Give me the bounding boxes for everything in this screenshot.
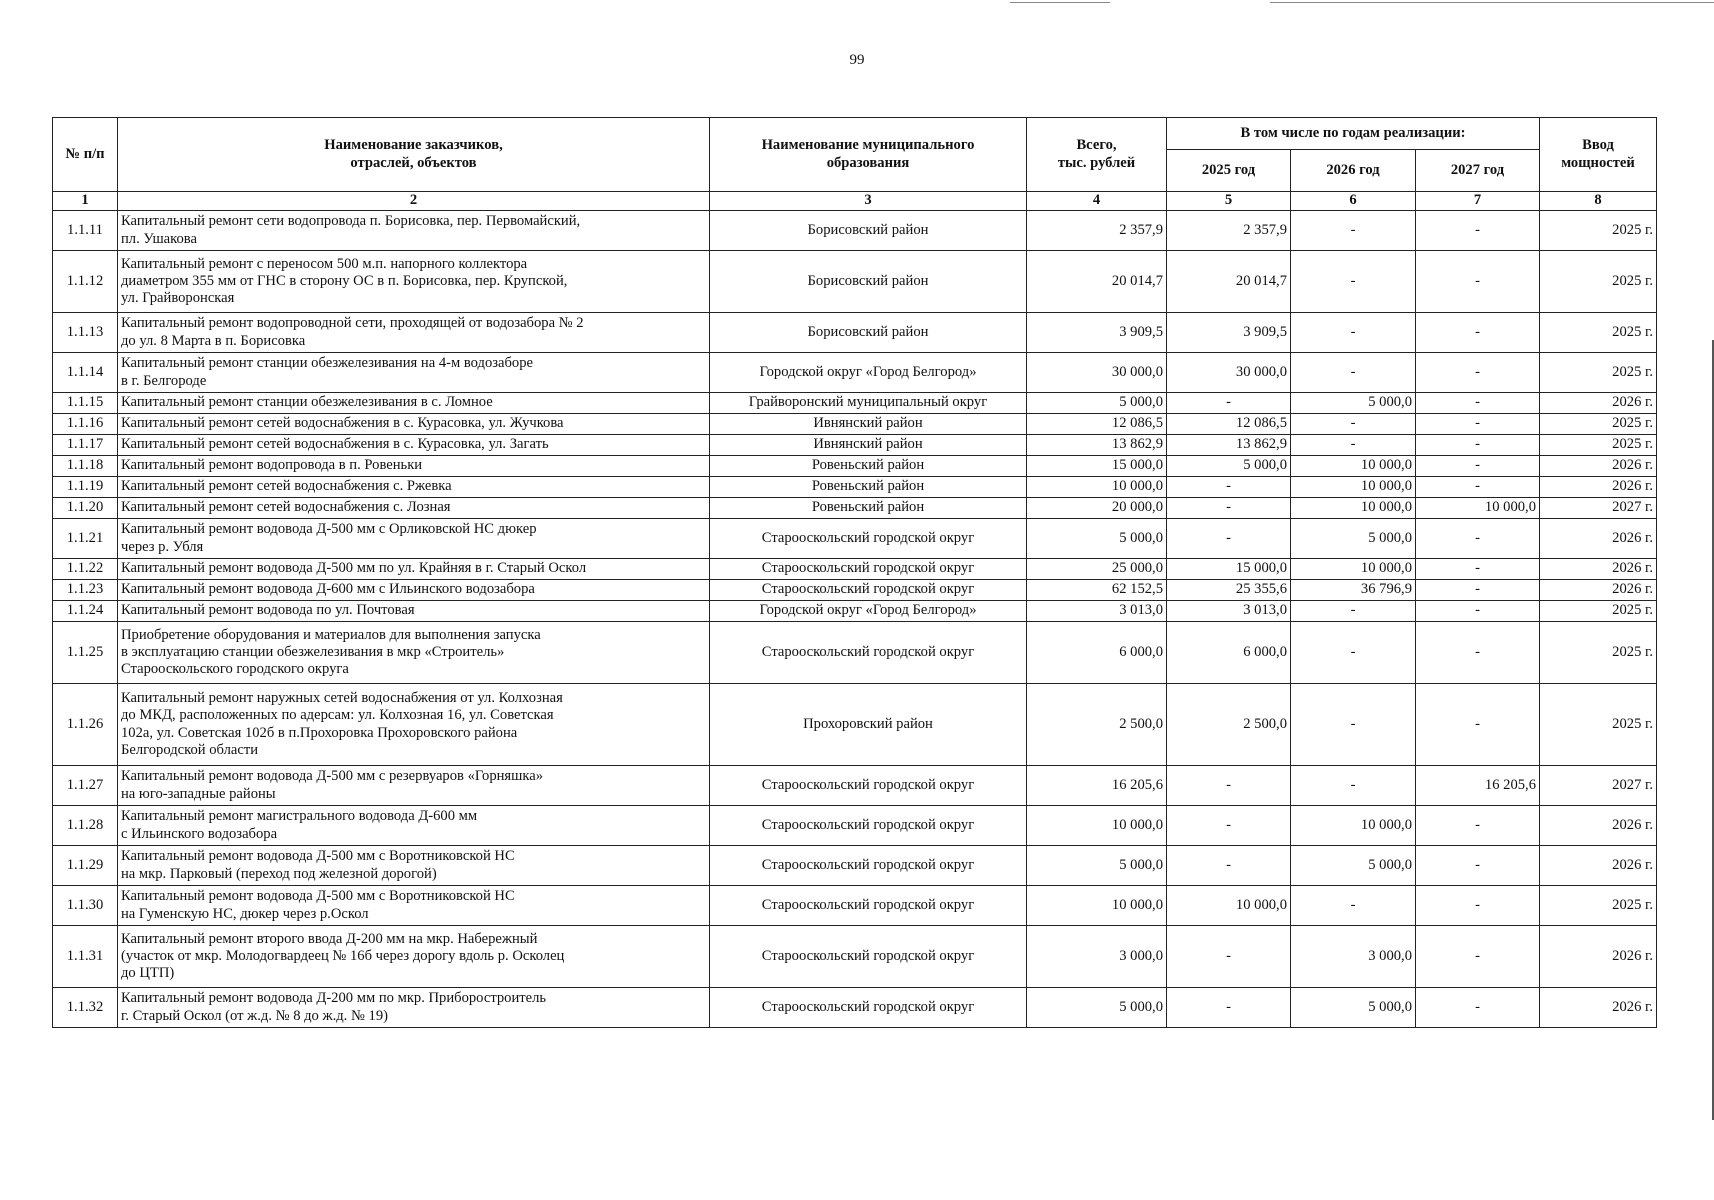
table-row <box>53 477 1657 498</box>
header-name <box>118 118 710 192</box>
municipality: Ровеньский район <box>710 498 1027 519</box>
object-name <box>118 766 710 806</box>
header-total-line1: Всего, <box>1076 137 1117 154</box>
column-number: 7 <box>1416 192 1540 211</box>
object-name-line: Капитальный ремонт водовода по ул. Почтовая <box>121 602 415 619</box>
row-index: 1.1.13 <box>53 313 118 353</box>
object-name-line: Капитальный ремонт сетей водоснабжения в с. Курасовка, ул. Жучкова <box>121 415 564 432</box>
amount-2025: 20 014,7 <box>1167 251 1291 313</box>
page-number: 99 <box>849 52 865 68</box>
amount-2026: - <box>1291 886 1416 926</box>
table-row <box>53 601 1657 622</box>
object-name-line: на Гуменскую НС, дюкер через р.Оскол <box>121 905 369 922</box>
amount-2027: - <box>1416 559 1540 580</box>
table-row <box>53 622 1657 684</box>
commissioning-year: 2026 г. <box>1540 477 1657 498</box>
object-name <box>118 211 710 251</box>
amount-2027: - <box>1416 622 1540 684</box>
amount-2025: 25 355,6 <box>1167 580 1291 601</box>
object-name <box>118 498 710 519</box>
amount-2026: 3 000,0 <box>1291 926 1416 988</box>
amount-2025: 10 000,0 <box>1167 886 1291 926</box>
total-amount: 5 000,0 <box>1027 519 1167 559</box>
table-row <box>53 886 1657 926</box>
amount-2026: - <box>1291 684 1416 766</box>
total-amount: 13 862,9 <box>1027 435 1167 456</box>
amount-2025: - <box>1167 393 1291 414</box>
amount-2027: - <box>1416 211 1540 251</box>
row-index: 1.1.25 <box>53 622 118 684</box>
amount-2027: - <box>1416 846 1540 886</box>
object-name-line: на юго-западные районы <box>121 785 276 802</box>
object-name <box>118 414 710 435</box>
amount-2025: - <box>1167 766 1291 806</box>
amount-2025: 3 909,5 <box>1167 313 1291 353</box>
object-name-line: Капитальный ремонт второго ввода Д-200 мм на мкр. Набережный <box>121 930 538 947</box>
amount-2026: - <box>1291 211 1416 251</box>
commissioning-year: 2025 г. <box>1540 251 1657 313</box>
object-name-line: в эксплуатацию станции обезжелезивания в мкр «Строитель» <box>121 643 505 660</box>
object-name-line: Капитальный ремонт магистрального водовода Д-600 мм <box>121 808 478 825</box>
total-amount: 10 000,0 <box>1027 886 1167 926</box>
row-index: 1.1.20 <box>53 498 118 519</box>
row-index: 1.1.19 <box>53 477 118 498</box>
amount-2025: 13 862,9 <box>1167 435 1291 456</box>
amount-2026: 10 000,0 <box>1291 477 1416 498</box>
header-name-line1: Наименование заказчиков, <box>324 137 503 154</box>
object-name <box>118 580 710 601</box>
top-border-line-2 <box>1270 2 1714 3</box>
column-number: 8 <box>1540 192 1657 211</box>
total-amount: 6 000,0 <box>1027 622 1167 684</box>
column-number: 4 <box>1027 192 1167 211</box>
municipality: Ровеньский район <box>710 477 1027 498</box>
municipality: Ровеньский район <box>710 456 1027 477</box>
object-name-line: Капитальный ремонт станции обезжелезивания в с. Ломное <box>121 394 493 411</box>
row-index: 1.1.12 <box>53 251 118 313</box>
amount-2025: - <box>1167 519 1291 559</box>
amount-2025: 5 000,0 <box>1167 456 1291 477</box>
municipality: Ивнянский район <box>710 435 1027 456</box>
column-number: 1 <box>53 192 118 211</box>
commissioning-year: 2025 г. <box>1540 684 1657 766</box>
table-row <box>53 766 1657 806</box>
table-row <box>53 519 1657 559</box>
object-name-line: Капитальный ремонт водопроводной сети, проходящей от водозабора № 2 <box>121 315 584 332</box>
amount-2027: - <box>1416 988 1540 1028</box>
amount-2026: - <box>1291 766 1416 806</box>
row-index: 1.1.17 <box>53 435 118 456</box>
header-idx: № п/п <box>53 118 118 192</box>
amount-2026: - <box>1291 251 1416 313</box>
object-name <box>118 251 710 313</box>
object-name-line: Капитальный ремонт сети водопровода п. Борисовка, пер. Первомайский, <box>121 213 581 230</box>
amount-2027: - <box>1416 684 1540 766</box>
object-name-line: до ЦТП) <box>121 965 175 982</box>
top-border-line-1 <box>1010 2 1110 3</box>
table-row <box>53 846 1657 886</box>
object-name-line: пл. Ушакова <box>121 230 197 247</box>
amount-2025: 3 013,0 <box>1167 601 1291 622</box>
table-body <box>53 211 1657 1028</box>
object-name <box>118 559 710 580</box>
table-row <box>53 414 1657 435</box>
amount-2026: - <box>1291 414 1416 435</box>
amount-2027: - <box>1416 414 1540 435</box>
table-row <box>53 806 1657 846</box>
object-name-line: на мкр. Парковый (переход под железной дорогой) <box>121 865 437 882</box>
header-mun-line1: Наименование муниципального <box>761 137 975 154</box>
municipality: Старооскольский городской округ <box>710 988 1027 1028</box>
object-name <box>118 477 710 498</box>
amount-2026: - <box>1291 622 1416 684</box>
amount-2027: - <box>1416 580 1540 601</box>
commissioning-year: 2026 г. <box>1540 988 1657 1028</box>
object-name-line: через р. Убля <box>121 538 204 555</box>
commissioning-year: 2026 г. <box>1540 580 1657 601</box>
total-amount: 3 909,5 <box>1027 313 1167 353</box>
object-name-line: Капитальный ремонт водовода Д-200 мм по мкр. Приборостроитель <box>121 990 547 1007</box>
object-name-line: Капитальный ремонт водопровода в п. Ровеньки <box>121 457 423 474</box>
amount-2025: - <box>1167 498 1291 519</box>
total-amount: 3 013,0 <box>1027 601 1167 622</box>
municipality: Борисовский район <box>710 251 1027 313</box>
object-name <box>118 684 710 766</box>
total-amount: 5 000,0 <box>1027 988 1167 1028</box>
row-index: 1.1.15 <box>53 393 118 414</box>
amount-2026: 36 796,9 <box>1291 580 1416 601</box>
commissioning-year: 2026 г. <box>1540 806 1657 846</box>
table-row <box>53 211 1657 251</box>
amount-2025: - <box>1167 988 1291 1028</box>
header-total <box>1027 118 1167 192</box>
object-name-line: ул. Грайворонская <box>121 290 235 307</box>
object-name-line: Приобретение оборудования и материалов для выполнения запуска <box>121 626 541 643</box>
municipality: Ивнянский район <box>710 414 1027 435</box>
amount-2025: - <box>1167 846 1291 886</box>
row-index: 1.1.31 <box>53 926 118 988</box>
amount-2027: - <box>1416 456 1540 477</box>
commissioning-year: 2026 г. <box>1540 393 1657 414</box>
total-amount: 20 000,0 <box>1027 498 1167 519</box>
object-name <box>118 926 710 988</box>
amount-2026: - <box>1291 435 1416 456</box>
object-name-line: Белгородской области <box>121 741 259 758</box>
total-amount: 10 000,0 <box>1027 477 1167 498</box>
amount-2025: 2 500,0 <box>1167 684 1291 766</box>
total-amount: 2 500,0 <box>1027 684 1167 766</box>
object-name <box>118 806 710 846</box>
total-amount: 3 000,0 <box>1027 926 1167 988</box>
amount-2027: 16 205,6 <box>1416 766 1540 806</box>
header-2027: 2027 год <box>1416 150 1540 192</box>
object-name-line: Старооскольского городского округа <box>121 661 349 678</box>
row-index: 1.1.27 <box>53 766 118 806</box>
commissioning-year: 2025 г. <box>1540 313 1657 353</box>
municipality: Старооскольский городской округ <box>710 806 1027 846</box>
commissioning-year: 2026 г. <box>1540 559 1657 580</box>
object-name-line: Капитальный ремонт с переносом 500 м.п. напорного коллектора <box>121 255 528 272</box>
column-number: 3 <box>710 192 1027 211</box>
amount-2025: - <box>1167 477 1291 498</box>
municipality: Старооскольский городской округ <box>710 926 1027 988</box>
commissioning-year: 2027 г. <box>1540 766 1657 806</box>
commissioning-year: 2026 г. <box>1540 456 1657 477</box>
table-row <box>53 498 1657 519</box>
row-index: 1.1.23 <box>53 580 118 601</box>
total-amount: 20 014,7 <box>1027 251 1167 313</box>
object-name <box>118 988 710 1028</box>
header-municipality <box>710 118 1027 192</box>
header-2025: 2025 год <box>1167 150 1291 192</box>
object-name-line: Капитальный ремонт наружных сетей водоснабжения от ул. Колхозная <box>121 690 563 707</box>
object-name <box>118 886 710 926</box>
amount-2026: 10 000,0 <box>1291 456 1416 477</box>
municipality: Старооскольский городской округ <box>710 519 1027 559</box>
amount-2026: 5 000,0 <box>1291 519 1416 559</box>
table-row <box>53 456 1657 477</box>
object-name <box>118 353 710 393</box>
object-name-line: Капитальный ремонт водовода Д-500 мм с резервуаров «Горняшка» <box>121 768 544 785</box>
table-row <box>53 393 1657 414</box>
municipality: Старооскольский городской округ <box>710 766 1027 806</box>
total-amount: 5 000,0 <box>1027 846 1167 886</box>
total-amount: 15 000,0 <box>1027 456 1167 477</box>
amount-2027: - <box>1416 886 1540 926</box>
row-index: 1.1.29 <box>53 846 118 886</box>
row-index: 1.1.14 <box>53 353 118 393</box>
table-row <box>53 353 1657 393</box>
column-number-row <box>53 192 1657 211</box>
municipality: Прохоровский район <box>710 684 1027 766</box>
amount-2026: - <box>1291 353 1416 393</box>
header-mun-line2: образования <box>826 154 910 171</box>
row-index: 1.1.18 <box>53 456 118 477</box>
header-2026: 2026 год <box>1291 150 1416 192</box>
row-index: 1.1.32 <box>53 988 118 1028</box>
header-cap-line2: мощностей <box>1561 154 1635 171</box>
total-amount: 62 152,5 <box>1027 580 1167 601</box>
municipality: Городской округ «Город Белгород» <box>710 353 1027 393</box>
table-row <box>53 684 1657 766</box>
amount-2026: 5 000,0 <box>1291 846 1416 886</box>
object-name-line: 102а, ул. Советская 102б в п.Прохоровка Прохоровского района <box>121 724 518 741</box>
commissioning-year: 2027 г. <box>1540 498 1657 519</box>
row-index: 1.1.16 <box>53 414 118 435</box>
object-name <box>118 393 710 414</box>
total-amount: 2 357,9 <box>1027 211 1167 251</box>
object-name-line: г. Старый Оскол (от ж.д. № 8 до ж.д. № 19) <box>121 1007 388 1024</box>
object-name <box>118 622 710 684</box>
header-capacity <box>1540 118 1657 192</box>
object-name-line: Капитальный ремонт водовода Д-500 мм по ул. Крайняя в г. Старый Оскол <box>121 560 587 577</box>
amount-2026: - <box>1291 601 1416 622</box>
commissioning-year: 2025 г. <box>1540 211 1657 251</box>
amount-2027: - <box>1416 313 1540 353</box>
amount-2027: - <box>1416 353 1540 393</box>
table-row <box>53 559 1657 580</box>
header-total-line2: тыс. рублей <box>1057 154 1136 171</box>
object-name-line: до ул. 8 Марта в п. Борисовка <box>121 332 306 349</box>
header-cap-line1: Ввод <box>1582 137 1614 154</box>
municipality: Старооскольский городской округ <box>710 580 1027 601</box>
object-name-line: Капитальный ремонт водовода Д-500 мм с Орликовской НС дюкер <box>121 521 537 538</box>
table-row <box>53 988 1657 1028</box>
total-amount: 10 000,0 <box>1027 806 1167 846</box>
amount-2027: - <box>1416 926 1540 988</box>
total-amount: 5 000,0 <box>1027 393 1167 414</box>
object-name-line: до МКД, расположенных по адерсам: ул. Колхозная 16, ул. Советская <box>121 707 554 724</box>
object-name-line: в г. Белгороде <box>121 372 207 389</box>
total-amount: 16 205,6 <box>1027 766 1167 806</box>
commissioning-year: 2025 г. <box>1540 435 1657 456</box>
object-name-line: Капитальный ремонт водовода Д-500 мм с Воротниковской НС <box>121 888 515 905</box>
row-index: 1.1.22 <box>53 559 118 580</box>
row-index: 1.1.26 <box>53 684 118 766</box>
object-name-line: Капитальный ремонт сетей водоснабжения в с. Курасовка, ул. Загать <box>121 436 549 453</box>
table-row <box>53 251 1657 313</box>
column-number: 5 <box>1167 192 1291 211</box>
municipality: Старооскольский городской округ <box>710 846 1027 886</box>
object-name-line: (участок от мкр. Молодогвардеец № 16б через дорогу вдоль р. Осколец <box>121 947 565 964</box>
object-name <box>118 846 710 886</box>
investment-table <box>52 117 1657 1028</box>
amount-2027: - <box>1416 519 1540 559</box>
row-index: 1.1.30 <box>53 886 118 926</box>
commissioning-year: 2025 г. <box>1540 601 1657 622</box>
municipality: Городской округ «Город Белгород» <box>710 601 1027 622</box>
table-row <box>53 926 1657 988</box>
amount-2027: - <box>1416 251 1540 313</box>
object-name-line: диаметром 355 мм от ГНС в сторону ОС в п. Борисовка, пер. Крупской, <box>121 272 568 289</box>
table-row <box>53 313 1657 353</box>
row-index: 1.1.11 <box>53 211 118 251</box>
amount-2026: 10 000,0 <box>1291 806 1416 846</box>
amount-2025: 15 000,0 <box>1167 559 1291 580</box>
total-amount: 25 000,0 <box>1027 559 1167 580</box>
amount-2026: 10 000,0 <box>1291 498 1416 519</box>
commissioning-year: 2026 г. <box>1540 519 1657 559</box>
commissioning-year: 2025 г. <box>1540 886 1657 926</box>
object-name-line: Капитальный ремонт водовода Д-600 мм с Ильинского водозабора <box>121 581 535 598</box>
object-name-line: Капитальный ремонт сетей водоснабжения с. Ржевка <box>121 478 452 495</box>
municipality: Старооскольский городской округ <box>710 622 1027 684</box>
amount-2026: - <box>1291 313 1416 353</box>
municipality: Грайворонский муниципальный округ <box>710 393 1027 414</box>
object-name <box>118 519 710 559</box>
amount-2027: - <box>1416 806 1540 846</box>
row-index: 1.1.21 <box>53 519 118 559</box>
commissioning-year: 2026 г. <box>1540 926 1657 988</box>
amount-2027: - <box>1416 393 1540 414</box>
commissioning-year: 2025 г. <box>1540 622 1657 684</box>
amount-2027: - <box>1416 601 1540 622</box>
commissioning-year: 2025 г. <box>1540 414 1657 435</box>
amount-2027: - <box>1416 477 1540 498</box>
object-name-line: Капитальный ремонт станции обезжелезивания на 4-м водозаборе <box>121 355 533 372</box>
amount-2026: 5 000,0 <box>1291 988 1416 1028</box>
object-name <box>118 601 710 622</box>
object-name-line: Капитальный ремонт сетей водоснабжения с. Лозная <box>121 499 451 516</box>
amount-2025: - <box>1167 926 1291 988</box>
total-amount: 30 000,0 <box>1027 353 1167 393</box>
object-name <box>118 435 710 456</box>
column-number: 6 <box>1291 192 1416 211</box>
total-amount: 12 086,5 <box>1027 414 1167 435</box>
amount-2025: - <box>1167 806 1291 846</box>
amount-2025: 12 086,5 <box>1167 414 1291 435</box>
municipality: Борисовский район <box>710 211 1027 251</box>
amount-2026: 10 000,0 <box>1291 559 1416 580</box>
header-by-years: В том числе по годам реализации: <box>1167 118 1540 150</box>
municipality: Старооскольский городской округ <box>710 559 1027 580</box>
object-name <box>118 456 710 477</box>
amount-2027: - <box>1416 435 1540 456</box>
commissioning-year: 2025 г. <box>1540 353 1657 393</box>
commissioning-year: 2026 г. <box>1540 846 1657 886</box>
amount-2026: 5 000,0 <box>1291 393 1416 414</box>
amount-2025: 2 357,9 <box>1167 211 1291 251</box>
object-name-line: с Ильинского водозабора <box>121 825 278 842</box>
amount-2025: 30 000,0 <box>1167 353 1291 393</box>
column-number: 2 <box>118 192 710 211</box>
municipality: Старооскольский городской округ <box>710 886 1027 926</box>
object-name-line: Капитальный ремонт водовода Д-500 мм с Воротниковской НС <box>121 848 515 865</box>
table-row <box>53 580 1657 601</box>
municipality: Борисовский район <box>710 313 1027 353</box>
row-index: 1.1.28 <box>53 806 118 846</box>
row-index: 1.1.24 <box>53 601 118 622</box>
amount-2027: 10 000,0 <box>1416 498 1540 519</box>
header-name-line2: отраслей, объектов <box>350 154 477 171</box>
table-row <box>53 435 1657 456</box>
object-name <box>118 313 710 353</box>
amount-2025: 6 000,0 <box>1167 622 1291 684</box>
